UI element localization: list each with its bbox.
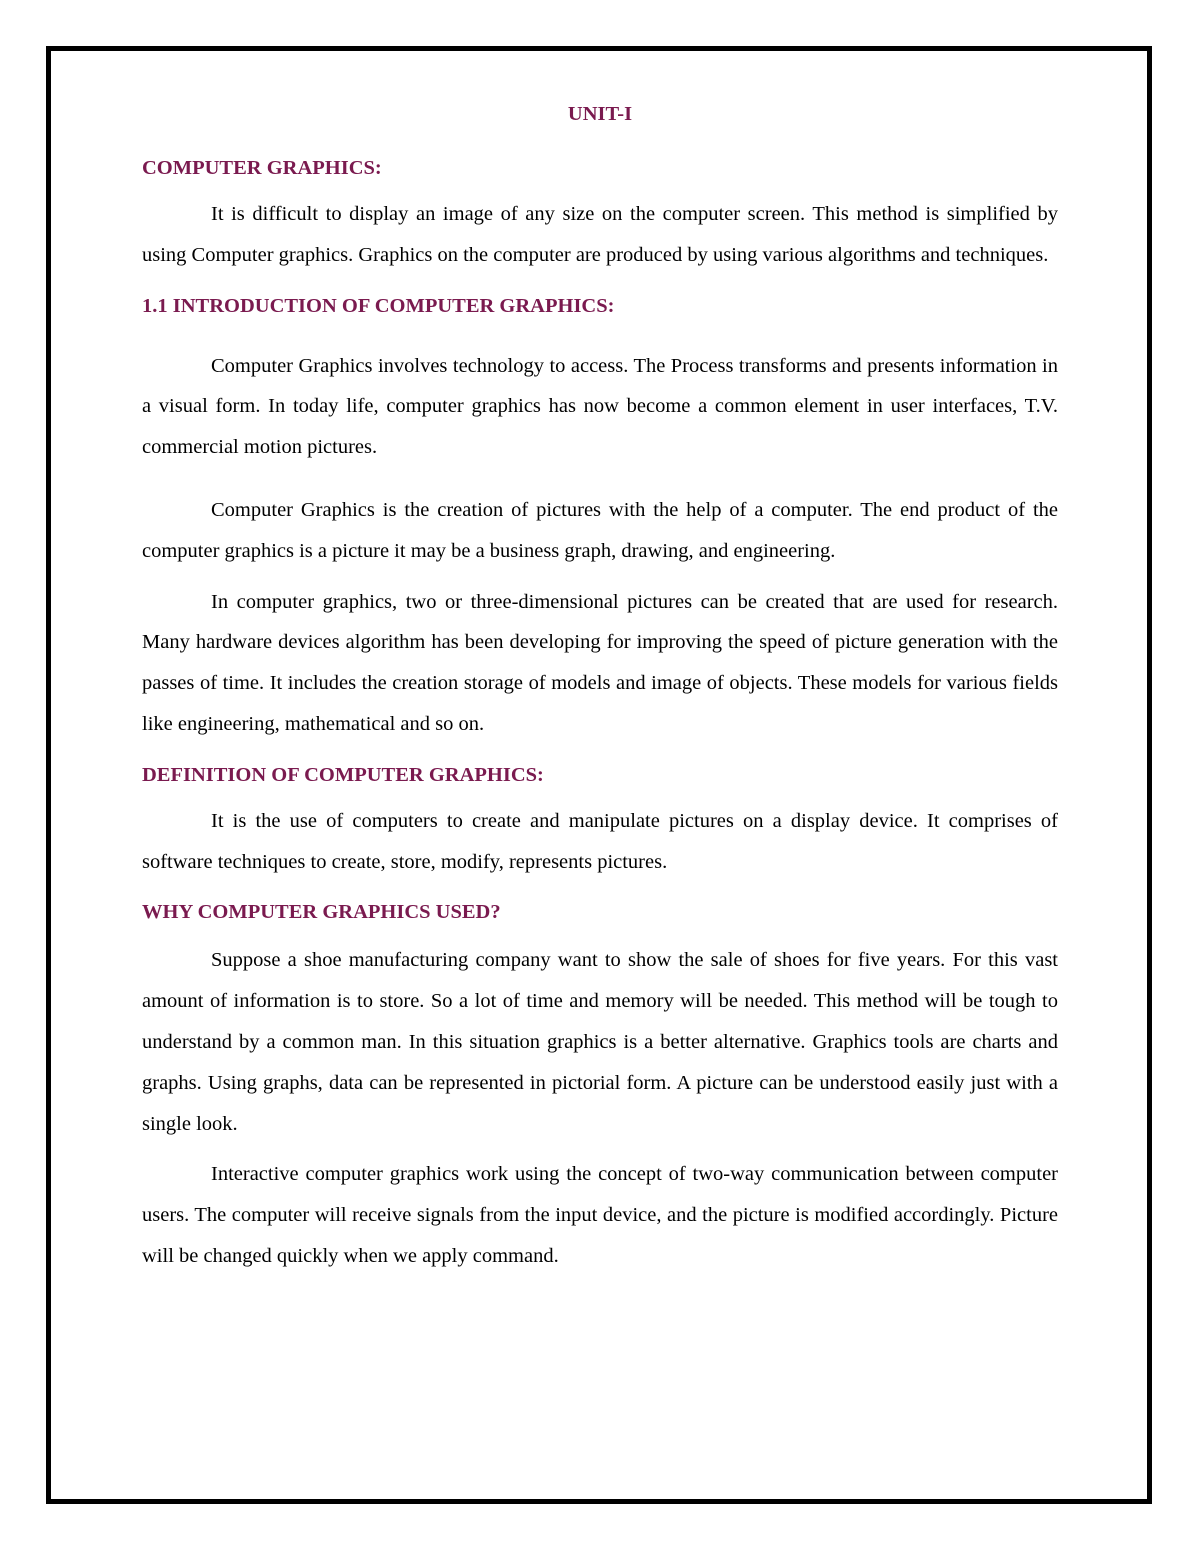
section-heading-definition: DEFINITION OF COMPUTER GRAPHICS:	[142, 763, 544, 786]
paragraph-introduction-2: Computer Graphics is the creation of pictures with the help of a computer. The end product of the computer graphics is a picture it may be a business graph, drawing, and engineering.	[142, 498, 1058, 562]
paragraph-introduction-1: Computer Graphics involves technology to access. The Process transforms and presents information in a visual form. In today life, computer graphics has now become a common element in user interfaces, T.V. commercial motion pictures.	[142, 354, 1058, 459]
paragraph-introduction-3: In computer graphics, two or three-dimensional pictures can be created that are used for research. Many hardware devices algorithm has been developing for improving the speed of picture generation with the passes of time. It includes the creation storage of models and image of objects. These models for various fields like engineering, mathematical and so on.	[142, 590, 1058, 735]
unit-title: UNIT-I	[567, 103, 633, 125]
paragraph-why-used-1: Suppose a shoe manufacturing company want to show the sale of shoes for five years. For this vast amount of information is to store. So a lot of time and memory will be needed. This method will be tough to understand by a common man. In this situation graphics is a better alternative. Graphics tools are charts and graphs. Using graphs, data can be represented in pictorial form. A picture can be understood easily just with a single look.	[142, 949, 1058, 1135]
paragraph-definition: It is the use of computers to create and manipulate pictures on a display device. It comprises of software techniques to create, store, modify, represents pictures.	[142, 809, 1058, 873]
paragraph-why-used-2: Interactive computer graphics work using the concept of two-way communication between computer users. The computer will receive signals from the input device, and the picture is modified accordingly. Picture will be changed quickly when we apply command.	[142, 1163, 1058, 1267]
section-heading-introduction: 1.1 INTRODUCTION OF COMPUTER GRAPHICS:	[142, 294, 615, 317]
document-body	[142, 96, 1058, 1277]
section-heading-why-used: WHY COMPUTER GRAPHICS USED?	[142, 901, 501, 924]
section-heading-computer-graphics: COMPUTER GRAPHICS:	[142, 157, 382, 179]
paragraph-intro: It is difficult to display an image of any size on the computer screen. This method is simplified by using Computer graphics. Graphics on the computer are produced by using various algorithms and techniques.	[142, 203, 1058, 266]
